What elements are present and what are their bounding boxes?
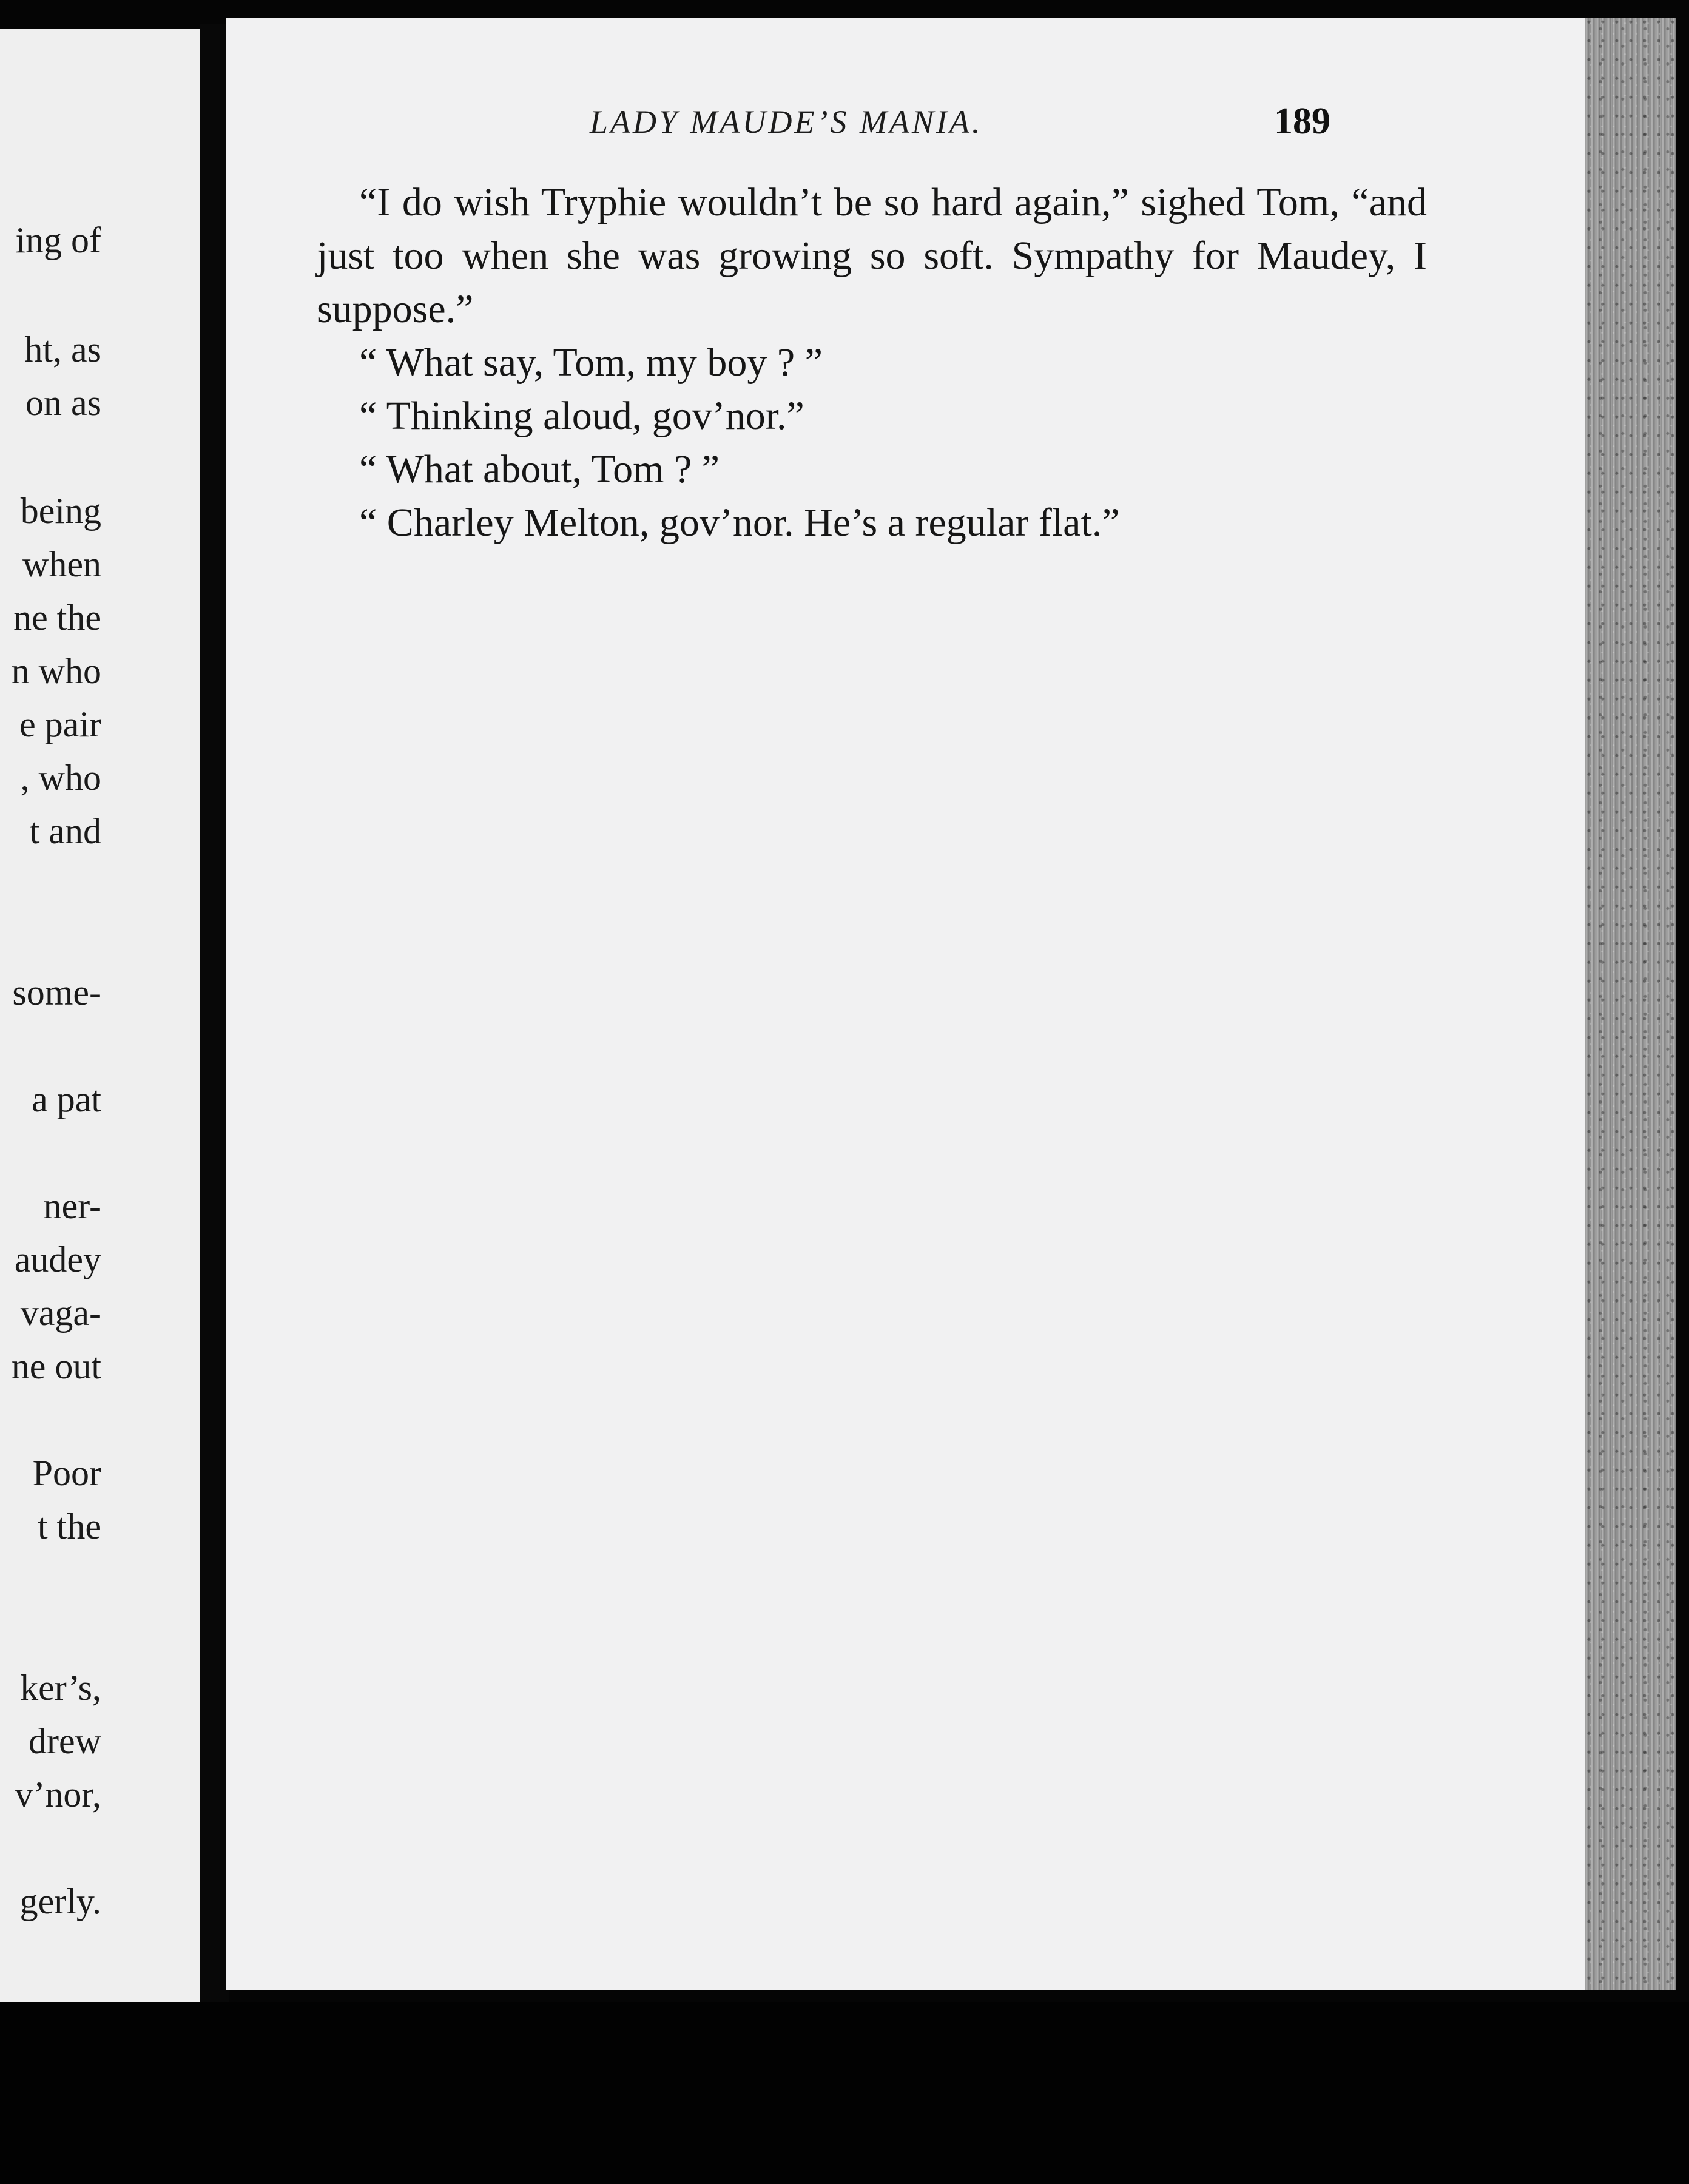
scan-bottom-border [0, 2002, 1689, 2184]
left-page [0, 29, 200, 2007]
left-fragment: ker’s, [20, 1668, 101, 1708]
left-fragment: some- [12, 972, 101, 1013]
page-header [226, 97, 1585, 146]
left-fragment: , who [20, 758, 101, 798]
paragraph: “ Charley Melton, gov’nor. He’s a regular flat.” [359, 500, 1120, 545]
paragraph: “I do wish Tryphie wouldn’t be so hard again,” sighed Tom, “and just too when she was growing so soft. Sympathy for Maudey, I suppose.” [317, 180, 1427, 331]
body-text [317, 176, 1427, 550]
left-fragment: on as [25, 383, 101, 423]
book-gutter [200, 24, 229, 2014]
left-fragment: ner- [43, 1186, 101, 1226]
page-number: 189 [1274, 101, 1330, 142]
left-fragment: a pat [32, 1079, 101, 1119]
paragraph: “ Thinking aloud, gov’nor.” [359, 394, 804, 438]
left-fragment: gerly. [19, 1881, 101, 1921]
page-edge-texture [1585, 18, 1676, 1990]
left-fragment: ing of [15, 220, 101, 260]
left-fragment: t the [38, 1506, 101, 1546]
right-page [226, 18, 1585, 1990]
left-fragment: vaga- [20, 1293, 101, 1333]
left-fragment: v’nor, [15, 1774, 101, 1815]
left-fragment: when [22, 544, 101, 584]
left-fragment: audey [14, 1239, 101, 1279]
paragraph: “ What say, Tom, my boy ? ” [359, 340, 823, 385]
left-fragment: t and [29, 811, 101, 851]
left-fragment: ne the [13, 598, 101, 638]
left-fragment: drew [29, 1721, 101, 1761]
paragraph: “ What about, Tom ? ” [359, 447, 720, 491]
left-fragment: Poor [32, 1453, 101, 1493]
left-fragment: ht, as [24, 329, 101, 369]
running-head: LADY MAUDE’S MANIA. [590, 104, 983, 140]
left-fragment: e pair [19, 704, 101, 744]
left-fragment: n who [11, 651, 101, 691]
left-fragment: being [20, 491, 101, 531]
left-fragment: ne out [11, 1346, 101, 1386]
